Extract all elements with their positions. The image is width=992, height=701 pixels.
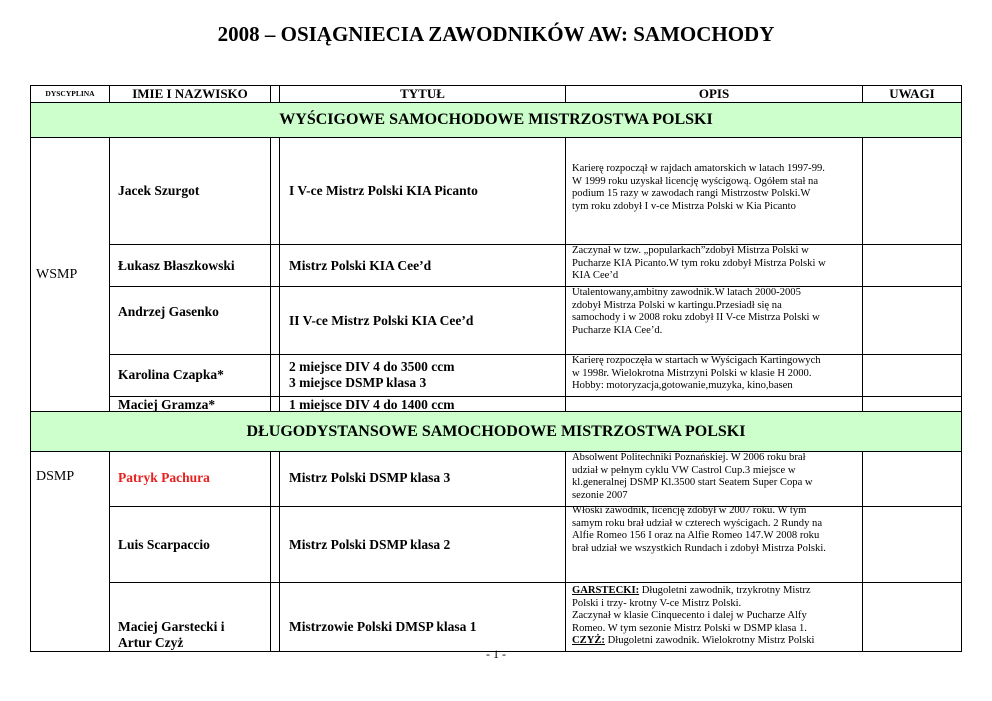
- athlete-description: Zaczynał w tzw. „popularkach”zdobył Mistrza Polski w Pucharze KIA Picanto.W tym roku zdobył Mistrza Polski w KIA Cee’d: [572, 245, 826, 282]
- athlete-name: Łukasz Błaszkowski: [118, 258, 235, 273]
- athlete-name: Luis Scarpaccio: [118, 537, 210, 552]
- grid-line: [109, 85, 110, 102]
- grid-line: [110, 582, 962, 583]
- grid-line: [110, 396, 962, 397]
- header-discipline: DYSCYPLINA: [45, 89, 95, 98]
- achievement-title: 1 miejsce DIV 4 do 1400 ccm: [289, 397, 455, 412]
- page-title: 2008 – OSIĄGNIECIA ZAWODNIKÓW AW: SAMOCHODY: [217, 22, 775, 46]
- header-notes: UWAGI: [889, 86, 935, 101]
- section-heading-wsmp: WYŚCIGOWE SAMOCHODOWE MISTRZOSTWA POLSKI: [31, 103, 961, 137]
- grid-line: [270, 137, 271, 411]
- athlete-name: Jacek Szurgot: [118, 183, 200, 198]
- grid-line: [30, 85, 962, 86]
- achievement-title: I V-ce Mistrz Polski KIA Picanto: [289, 183, 478, 198]
- grid-line: [565, 451, 566, 651]
- athlete-description: Absolwent Politechniki Poznańskiej. W 2006 roku brał udział w pełnym cyklu VW Castrol Cup.3 miejsce w kl.generalnej DSMP Kl.3500 start Seatem Super Copa w sezonie 2007: [572, 452, 813, 501]
- header-title: TYTUŁ: [400, 86, 445, 101]
- athlete-description: Utalentowany,ambitny zawodnik.W latach 2000-2005 zdobył Mistrza Polski w kartingu.Przesiadł się na samochody i w 2008 roku zdobył II V-ce Mistrza Polski w Pucharze KIA Cee’d.: [572, 287, 820, 336]
- achievement-title: Mistrz Polski KIA Cee’d: [289, 258, 432, 273]
- achievement-title: Mistrz Polski DSMP klasa 3: [289, 470, 451, 485]
- achievement-title: 3 miejsce DSMP klasa 3: [289, 375, 427, 390]
- header-name: IMIE I NAZWISKO: [132, 86, 248, 101]
- grid-line: [30, 85, 31, 652]
- athlete-name: Patryk Pachura: [118, 470, 210, 485]
- athlete-name: Maciej Gramza*: [118, 397, 216, 412]
- athlete-description: GARSTECKI: Długoletni zawodnik, trzykrotny Mistrz Polski i trzy- krotny V-ce Mistrz Polski. Zaczynał w klasie Cinquecento i dalej w Pucharze Alfy Romeo. W tym sezonie Mistrz Polski w DSMP klasa 1. CZYŻ: Długoletni zawodnik. Wielokrotny Mistrz Polski: [572, 585, 815, 647]
- athlete-name: Andrzej Gasenko: [118, 304, 219, 319]
- grid-line: [279, 137, 280, 411]
- athlete-name: Artur Czyż: [118, 635, 184, 650]
- achievement-title: Mistrzowie Polski DMSP klasa 1: [289, 619, 477, 634]
- page-number: - 1 -: [486, 647, 506, 661]
- grid-line: [109, 137, 110, 411]
- athlete-name: Maciej Garstecki i: [118, 619, 225, 634]
- grid-line: [279, 451, 280, 651]
- grid-line: [270, 85, 271, 102]
- achievement-title: 2 miejsce DIV 4 do 3500 ccm: [289, 359, 455, 374]
- athlete-name: Karolina Czapka*: [118, 367, 224, 382]
- achievement-title: II V-ce Mistrz Polski KIA Cee’d: [289, 313, 474, 328]
- athlete-description: Włoski zawodnik, licencję zdobył w 2007 roku. W tym samym roku brał udział w czterech wyścigach. 2 Rundy na Alfie Romeo 156 I oraz na Alfie Romeo 147.W 2008 roku brał udział we wszystkich Rundach i zdobył Mistrza Polski.: [572, 505, 826, 554]
- grid-line: [862, 85, 863, 102]
- grid-line: [279, 85, 280, 102]
- achievement-title: Mistrz Polski DSMP klasa 2: [289, 537, 451, 552]
- section-heading-dsmp: DŁUGODYSTANSOWE SAMOCHODOWE MISTRZOSTWA POLSKI: [31, 412, 961, 451]
- grid-line: [565, 137, 566, 411]
- athlete-description: Karierę rozpoczęła w startach w Wyścigach Kartingowych w 1998r. Wielokrotna Mistrzyni Polski w klasie H 2000. Hobby: motoryzacja,gotowanie,muzyka, kino,basen: [572, 355, 821, 392]
- discipline-wsmp: WSMP: [36, 267, 78, 282]
- grid-line: [961, 85, 962, 652]
- grid-line: [30, 102, 962, 103]
- grid-line: [109, 451, 110, 651]
- grid-line: [30, 137, 962, 138]
- grid-line: [270, 451, 271, 651]
- athlete-description: Karierę rozpoczął w rajdach amatorskich w latach 1997-99. W 1999 roku uzyskał licencję wyścigową. Ogółem stał na podium 15 razy w zawodach rangi Mistrzostw Polski.W tym roku zdobył I v-ce Mistrza Polski w Kia Picanto: [572, 163, 825, 212]
- discipline-dsmp: DSMP: [36, 469, 75, 484]
- grid-line: [565, 85, 566, 102]
- header-description: OPIS: [698, 86, 730, 101]
